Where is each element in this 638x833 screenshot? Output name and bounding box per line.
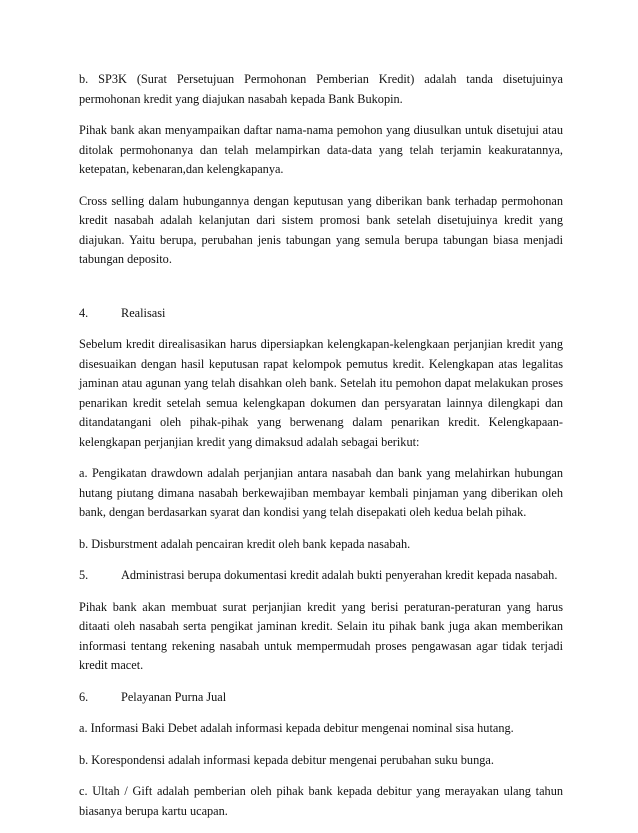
section-number: 4. [79, 305, 89, 320]
paragraph-daftar-pemohon: Pihak bank akan menyampaikan daftar nama-nama pemohon yang diusulkan untuk disetujui atau ditolak permohonanya dan telah melampirkan data-data yang telah terjamin keakuratannya, ketepatan, kebenaran,dan kelengkapanya. [79, 123, 563, 176]
document-page [79, 70, 563, 833]
section-heading-realisasi [79, 304, 563, 324]
paragraph-surat-perjanjian: Pihak bank akan membuat surat perjanjian kredit yang berisi peraturan-peraturan yang harus ditaati oleh nasabah serta pengikat jaminan kredit. Selain itu pihak bank juga akan memberikan informasi tentang rekening nasabah untuk mempermudah proses pengawasan agar tidak terjadi kredit macet. [79, 599, 563, 672]
paragraph-pengikatan-drawdown: a. Pengikatan drawdown adalah perjanjian antara nasabah dan bank yang melahirkan hubungan hutang piutang dimana nasabah berkewajiban membayar kembali pinjaman yang diberikan oleh bank, dengan berdasarkan syarat dan kondisi yang telah disepakati oleh kedua belah pihak. [79, 466, 563, 519]
section-title: Pelayanan Purna Jual [121, 689, 227, 704]
paragraph-ultah-gift: c. Ultah / Gift adalah pemberian oleh pihak bank kepada debitur yang merayakan ulang tahun biasanya berupa kartu ucapan. [79, 784, 563, 818]
paragraph-korespondensi: b. Korespondensi adalah informasi kepada debitur mengenai perubahan suku bunga. [79, 752, 494, 767]
paragraph-disburstment: b. Disburstment adalah pencairan kredit oleh bank kepada nasabah. [79, 536, 411, 551]
section-title: Administrasi berupa dokumentasi kredit adalah bukti penyerahan kredit kepada nasabah. [121, 568, 558, 582]
paragraph-cross-selling: Cross selling dalam hubungannya dengan keputusan yang diberikan bank terhadap permohonan kredit nasabah adalah kelanjutan dari sistem promosi bank setelah disetujuinya kredit yang diajukan. Yaitu berupa, perubahan jenis tabungan yang semula berupa tabungan biasa menjadi tabungan deposito. [79, 193, 563, 266]
paragraph-sebelum-kredit: Sebelum kredit direalisasikan harus dipersiapkan kelengkapan-kelengkaan perjanjian kredit yang disesuaikan dengan hasil keputusan rapat kelompok pemutus kredit. Kelengkapan atas legalitas jaminan atau agunan yang telah disahkan oleh bank. Setelah itu pemohon dapat melakukan proses penarikan kredit setelah semua kelengkapan dokumen dan persyaratan lainnya dilengkapi dan ditandatangani oleh pihak-pihak yang berwenang dalam penarikan kredit. Kelengkapaan-kelengkapan perjanjian kredit yang dimaksud adalah sebagai berikut: [79, 337, 563, 449]
section-title: Realisasi [121, 305, 166, 320]
section-heading-purna-jual [79, 688, 563, 708]
section-number: 6. [79, 689, 89, 704]
section-spacer [79, 282, 563, 304]
paragraph-sp3k: b. SP3K (Surat Persetujuan Permohonan Pemberian Kredit) adalah tanda disetujuinya permohonan kredit yang diajukan nasabah kepada Bank Bukopin. [79, 72, 563, 106]
paragraph-baki-debet: a. Informasi Baki Debet adalah informasi kepada debitur mengenai nominal sisa hutang. [79, 721, 514, 735]
section-number: 5. [79, 568, 89, 582]
section-heading-administrasi [79, 566, 563, 586]
